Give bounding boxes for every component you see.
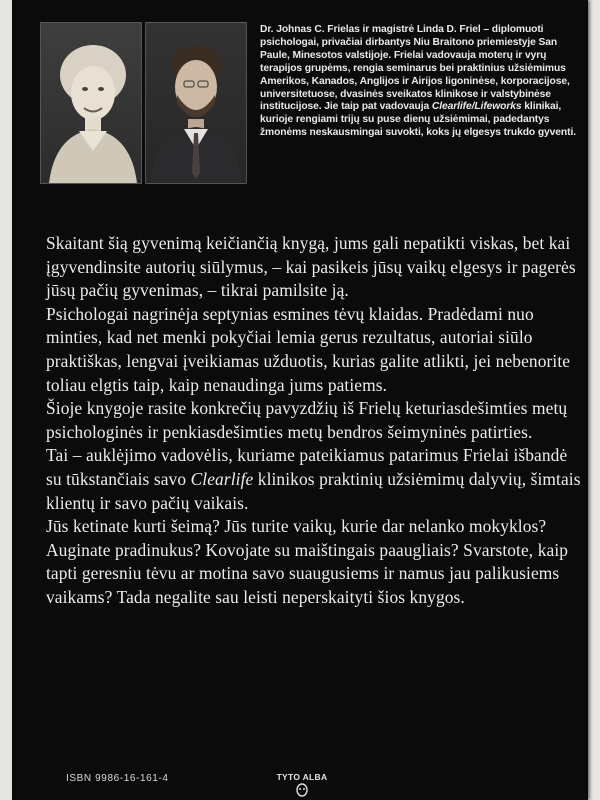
clinic-name-inline: Clearlife bbox=[190, 468, 254, 489]
owl-icon bbox=[262, 768, 342, 798]
description-paragraph-4 bbox=[46, 444, 586, 515]
description-paragraph-5: Jūs ketinate kurti šeimą? Jūs turite vaikų, kurie dar nelanko mokyklos? Auginate pradinukus? Kovojate su maištingais paaugliais? Svarstote, kaip tapti geresniu tėvu ar motina savo suaugusiems ir namus jau palikusiems vaikams? Tada negalite sau leisti neperskaityti šios knygos. bbox=[46, 516, 569, 607]
description-paragraph-1: Skaitant šią gyvenimą keičiančią knygą, jums gali nepatikti viskas, bet kai įgyvendinsite autorių siūlymus, – kai pasikeis jūsų vaikų elgesys ir pagerės jūsų pačių gyvenimas, – tikrai pamilsite ją. bbox=[46, 233, 576, 301]
book-back-cover bbox=[12, 0, 588, 800]
publisher-name: TYTO ALBA bbox=[276, 772, 328, 782]
publisher-logo bbox=[262, 768, 342, 798]
isbn-number: ISBN 9986-16-161-4 bbox=[66, 773, 169, 784]
description-paragraph-4-end: klinikos praktinių užsiėmimų dalyvių, šimtais klientų ir savo pačių vaikais. bbox=[46, 468, 581, 513]
author-bio bbox=[260, 24, 580, 140]
description-paragraph-2: Psichologai nagrinėja septynias esmines tėvų klaidas. Pradėdami nuo minties, kad net menki pokyčiai lemia gerus rezultatus, autoriai siūlo praktiškas, lengvai įveikiamas užduotis, kurias galite atlikti, jei nebenorite toliau elgtis taip, kaip nenaudinga jums patiems. bbox=[46, 303, 571, 395]
book-description bbox=[46, 232, 586, 610]
author-bio-text-end: klinikai, kurioje rengiami trijų su puse dienų užsiėmimai, padedantys žmonėms neskausmingai suvokti, koks jų elgesys trukdo gyventi. bbox=[260, 101, 576, 139]
author-photo-woman bbox=[40, 22, 142, 184]
author-photo-man bbox=[145, 22, 247, 184]
description-paragraph-3: Šioje knygoje rasite konkrečių pavyzdžių iš Frielų keturiasdešimties metų psichologinės ir penkiasdešimties metų bendros šeimyninės patirties. bbox=[46, 398, 568, 442]
clinic-name: Clearlife/Lifeworks bbox=[431, 101, 522, 113]
author-bio-text: Dr. Johnas C. Frielas ir magistrė Linda D. Friel – diplomuoti psichologai, privačiai dirbantys Niu Braitono priemiestyje San Paule, Minesotos valstijoje. Frielai vadovauja moterų ir vyrų terapijos grupėms, rengia seminarus bei praktinius užsiėmimus Amerikos, Kanados, Anglijos ir Airijos ligoninėse, korporacijose, universitetuose, dvasinės sveikatos klinikose ir valstybinėse institucijose. Jie taip pat vadovauja bbox=[260, 24, 570, 113]
description-paragraph-4-start: Tai – auklėjimo vadovėlis, kuriame pateikiamus patarimus Frielai išbandė su tūkstančiais savo bbox=[46, 445, 568, 489]
